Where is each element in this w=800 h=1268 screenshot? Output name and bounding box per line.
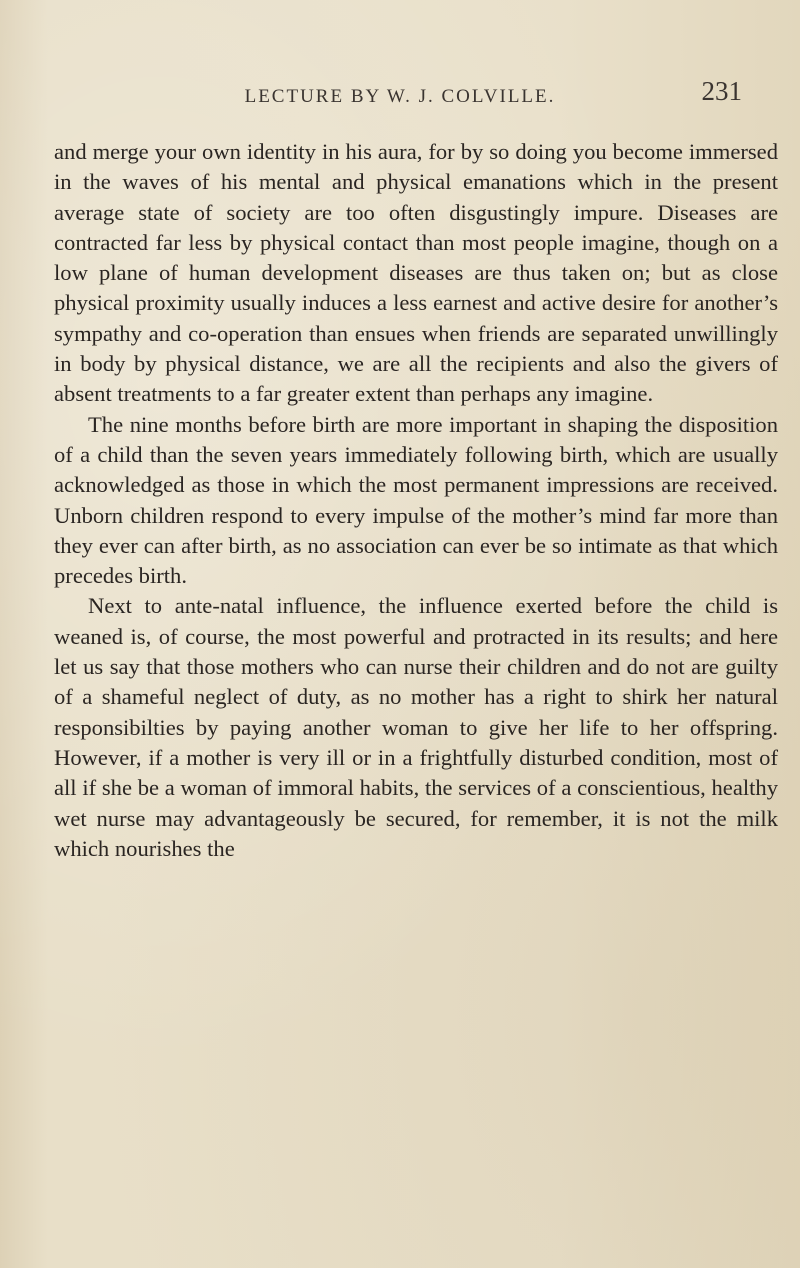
body-text <box>54 137 778 864</box>
page-header <box>140 72 742 112</box>
page-number: 231 <box>701 76 742 106</box>
paragraph: and merge your own identity in his aura, for by so doing you become immersed in the waves of his mental and physical emanations which in the present average state of society are too often disgustingly impure. Diseases are contracted far less by physical contact than most people imagine, though on a low plane of human development diseases are thus taken on; but as close physical proximity usually induces a less earnest and active desire for another’s sympathy and co-operation than ensues when friends are separated unwillingly in body by physical distance, we are all the recipients and also the givers of absent treatments to a far greater extent than perhaps any imagine. <box>54 139 778 407</box>
paragraph: The nine months before birth are more important in shaping the disposition of a child than the seven years immediately following birth, which are usually acknowledged as those in which the most permanent impressions are received. Unborn children respond to every impulse of the mother’s mind far more than they ever can after birth, as no association can ever be so intimate as that which precedes birth. <box>54 411 778 589</box>
running-head: LECTURE BY W. J. COLVILLE. <box>244 86 556 107</box>
paragraph: Next to ante-natal influence, the influence exerted before the child is weaned is, of course, the most powerful and protracted in its results; and here let us say that those mothers who can nurse their children and do not are guilty of a shameful neglect of duty, as no mother has a right to shirk her natural responsibilties by paying another woman to give her life to her offspring. However, if a mother is very ill or in a frightfully disturbed condition, most of all if she be a woman of immoral habits, the services of a conscientious, healthy wet nurse may advantageously be secured, for remember, it is not the milk which nourishes the <box>54 593 778 861</box>
